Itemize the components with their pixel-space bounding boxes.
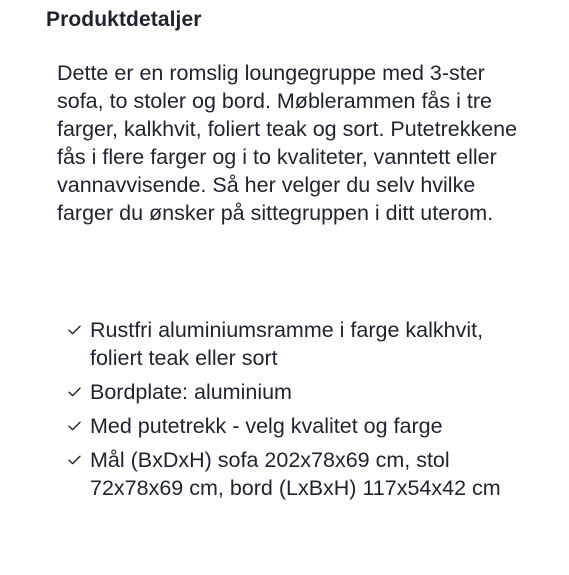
feature-text: Bordplate: aluminium <box>90 380 292 404</box>
feature-item <box>68 446 518 502</box>
feature-list <box>68 316 518 502</box>
feature-item <box>68 412 518 440</box>
feature-text: Rustfri aluminiumsramme i farge kalkhvit, foliert teak eller sort <box>90 318 484 370</box>
check-icon <box>68 316 82 344</box>
feature-item <box>68 378 518 406</box>
check-icon <box>68 446 82 474</box>
check-icon <box>68 378 82 406</box>
check-icon <box>68 412 82 440</box>
feature-item <box>68 316 518 372</box>
section-title: Produktdetaljer <box>46 8 202 31</box>
feature-text: Mål (BxDxH) sofa 202x78x69 cm, stol 72x78x69 cm, bord (LxBxH) 117x54x42 cm <box>90 448 501 500</box>
product-description: Dette er en romslig loungegruppe med 3-ster sofa, to stoler og bord. Møblerammen fås i tre farger, kalkhvit, foliert teak og sort. Putetrekkene fås i flere farger og i to kvaliteter, vanntett eller vannavvisende. Så her velger du selv hvilke farger du ønsker på sittegruppen i ditt uterom. <box>57 61 518 225</box>
feature-text: Med putetrekk - velg kvalitet og farge <box>90 414 443 438</box>
